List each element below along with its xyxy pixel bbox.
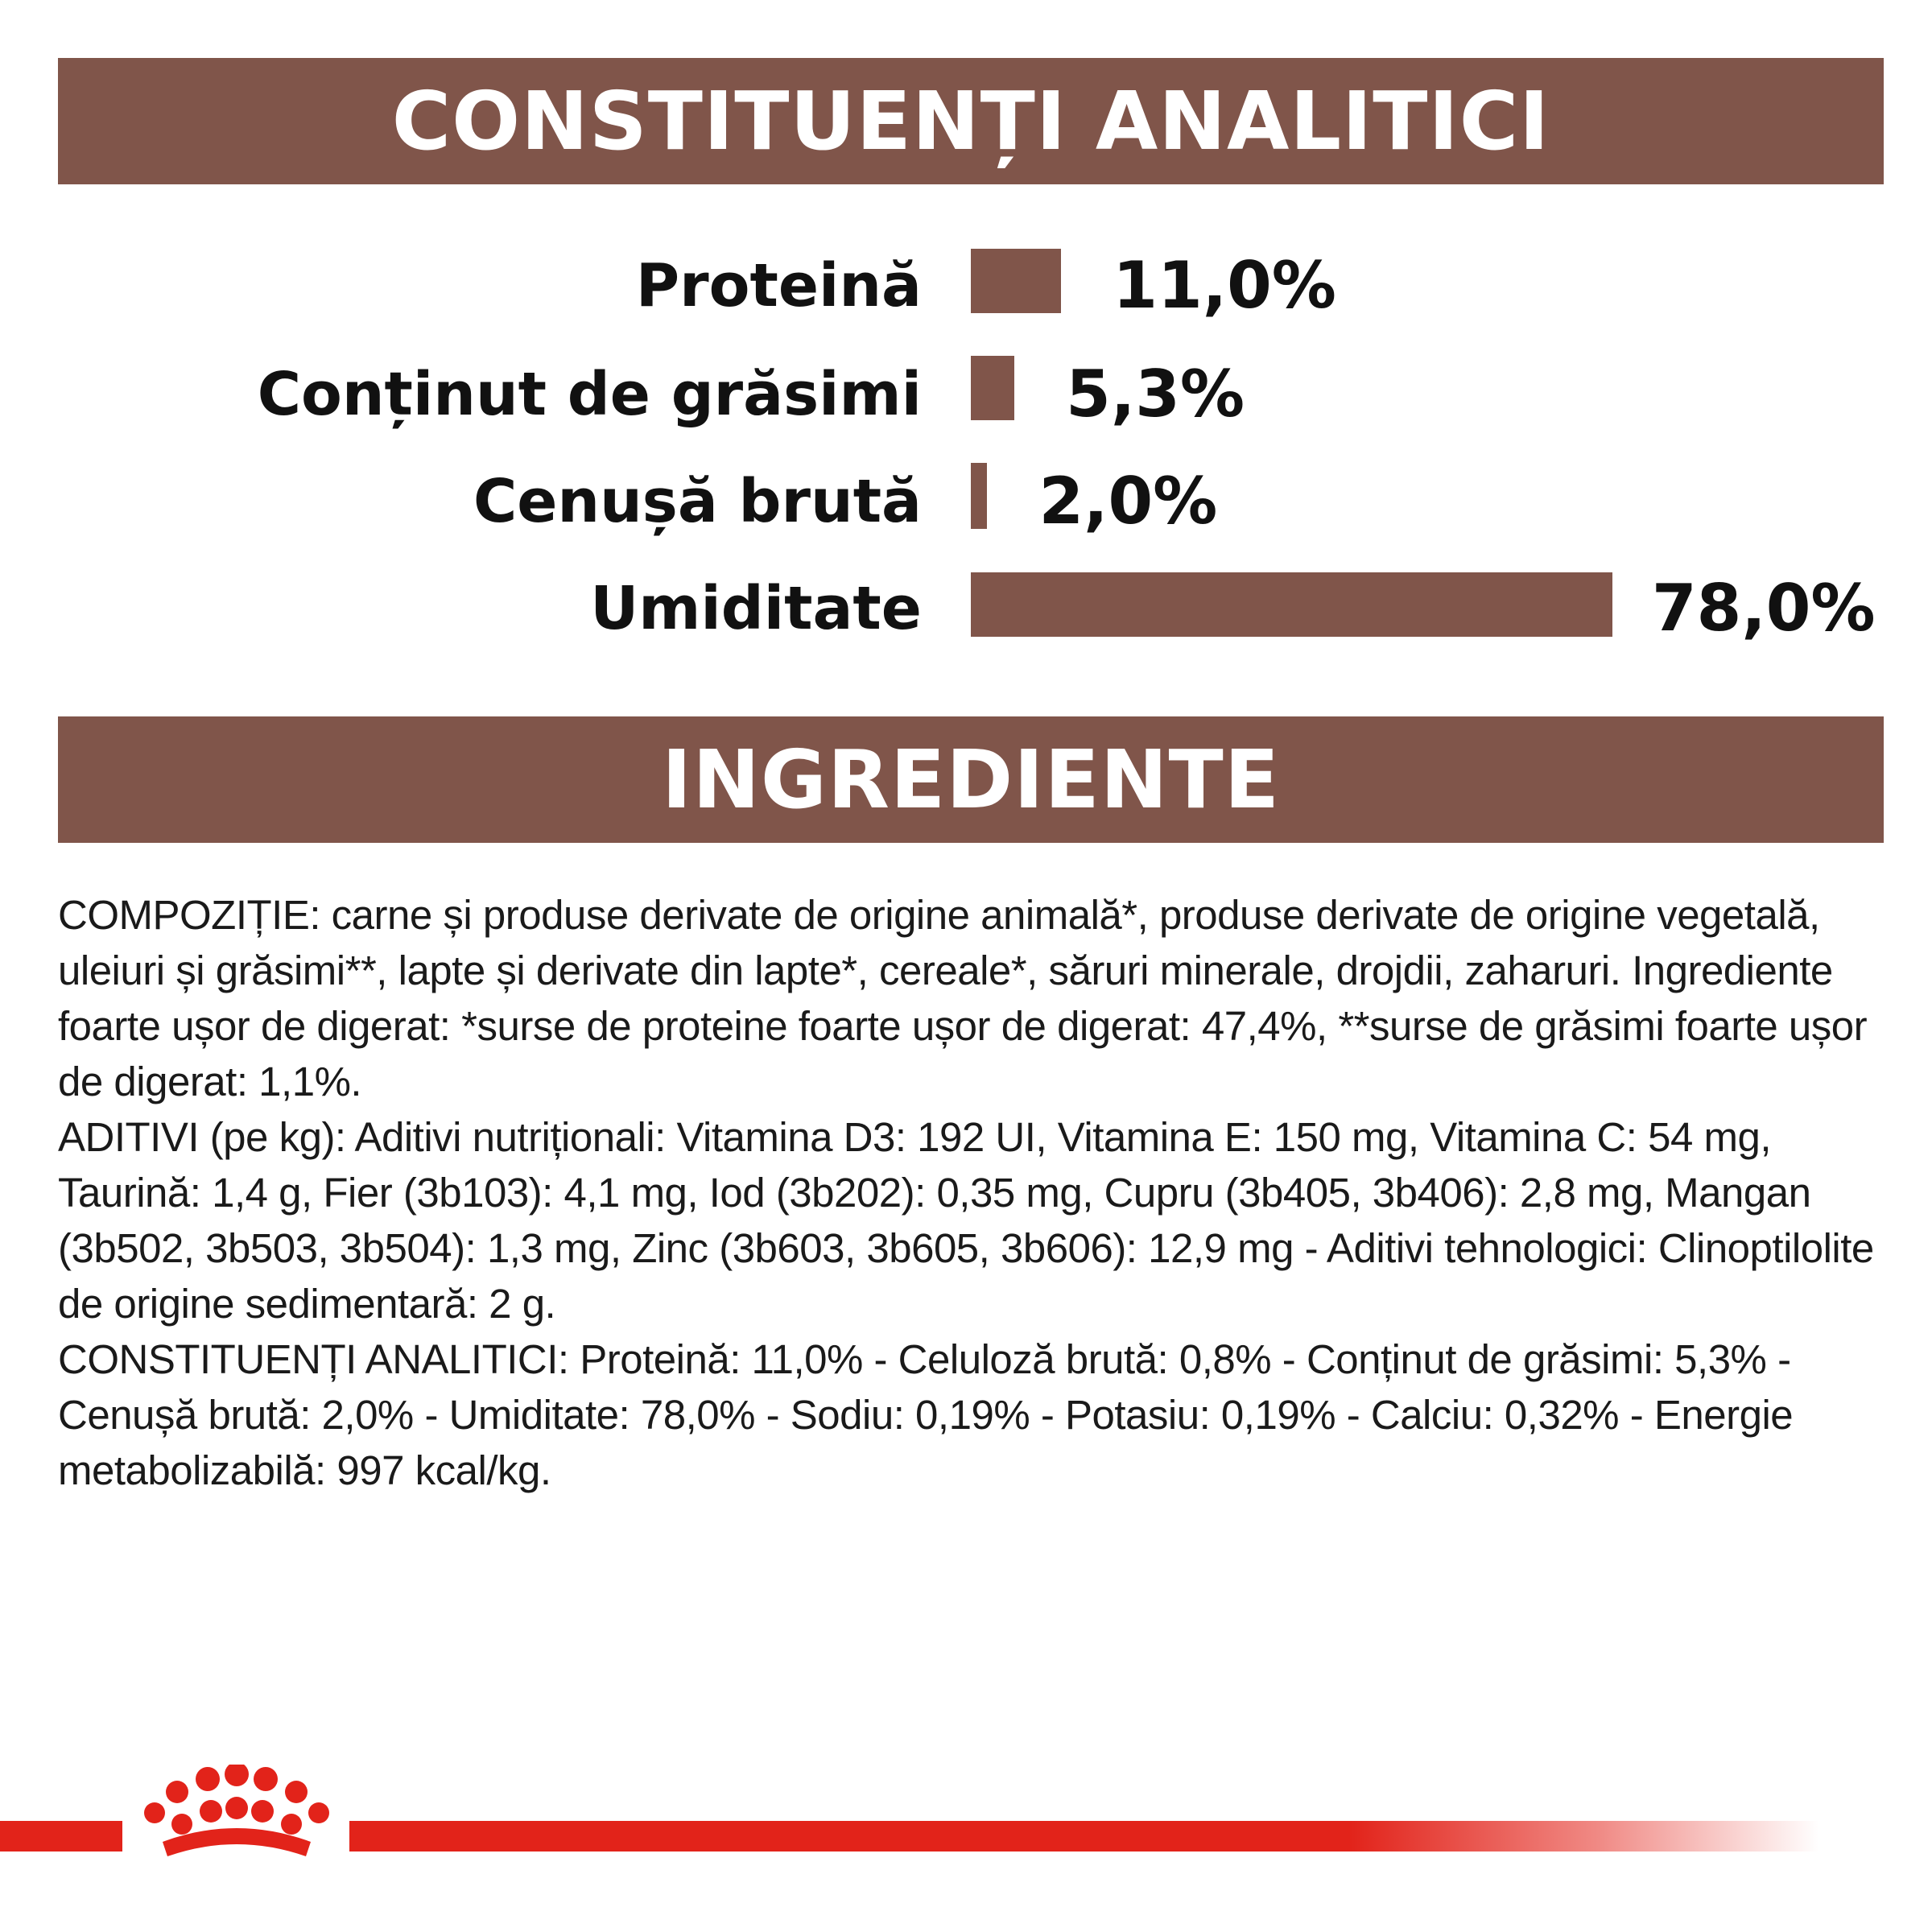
royal-canin-crown-icon: [135, 1765, 338, 1869]
nutrient-row-protein: [0, 246, 1932, 326]
nutrient-label: Proteină: [635, 251, 922, 320]
analytics-title: CONSTITUENȚI ANALITICI: [58, 58, 1884, 184]
additives-paragraph: ADITIVI (pe kg): Aditivi nutriționali: Vitamina D3: 192 UI, Vitamina E: 150 mg, Vitamina C: 54 mg, Taurină: 1,4 g, Fier (3b103): 4,1 mg, Iod (3b202): 0,35 mg, Cupru (3b405, 3b406): 2,8 mg, Mangan (3b502, 3b503, 3b504): 1,3 mg, Zinc (3b603, 3b605, 3b606): 12,9 mg - Aditivi tehnologici: Clinoptilolite de origine sedimentară: 2 g.: [58, 1114, 1874, 1327]
constituents-paragraph: CONSTITUENȚI ANALITICI: Proteină: 11,0% - Celuloză brută: 0,8% - Conținut de grăsimi: 5,3% - Cenușă brută: 2,0% - Umiditate: 78,0% - Sodiu: 0,19% - Potasiu: 0,19% - Calciu: 0,32% - Energie metabolizabilă: 997 kcal/kg.: [58, 1336, 1794, 1493]
nutrient-label: Conținut de grăsimi: [257, 360, 922, 429]
nutrient-value: 2,0%: [1038, 464, 1218, 539]
nutrient-row-ash: [0, 461, 1932, 542]
nutrient-bar: [971, 249, 1061, 313]
nutrient-value: 78,0%: [1652, 571, 1876, 646]
ingredients-title: INGREDIENTE: [58, 716, 1884, 843]
footer-accent-line-left: [0, 1821, 122, 1852]
nutrient-bar: [971, 572, 1612, 637]
footer-accent-line-right: [349, 1821, 1819, 1852]
nutrient-label: Cenușă brută: [473, 467, 922, 536]
nutrient-label: Umiditate: [590, 574, 922, 643]
nutrient-row-moisture: [0, 568, 1932, 649]
nutrient-bar: [971, 463, 987, 529]
nutrient-value: 5,3%: [1066, 357, 1245, 431]
ingredients-text: [58, 887, 1884, 1498]
nutrient-value: 11,0%: [1113, 248, 1336, 323]
composition-paragraph: COMPOZIȚIE: carne și produse derivate de origine animală*, produse derivate de origine vegetală, uleiuri și grăsimi**, lapte și derivate din lapte*, cereale*, săruri minerale, drojdii, zaharuri. Ingrediente foarte ușor de digerat: *surse de proteine foarte ușor de digerat: 47,4%, **surse de grăsimi foarte ușor de digerat: 1,1%.: [58, 892, 1868, 1104]
nutrient-row-fat: [0, 354, 1932, 435]
nutrient-bar: [971, 356, 1014, 420]
